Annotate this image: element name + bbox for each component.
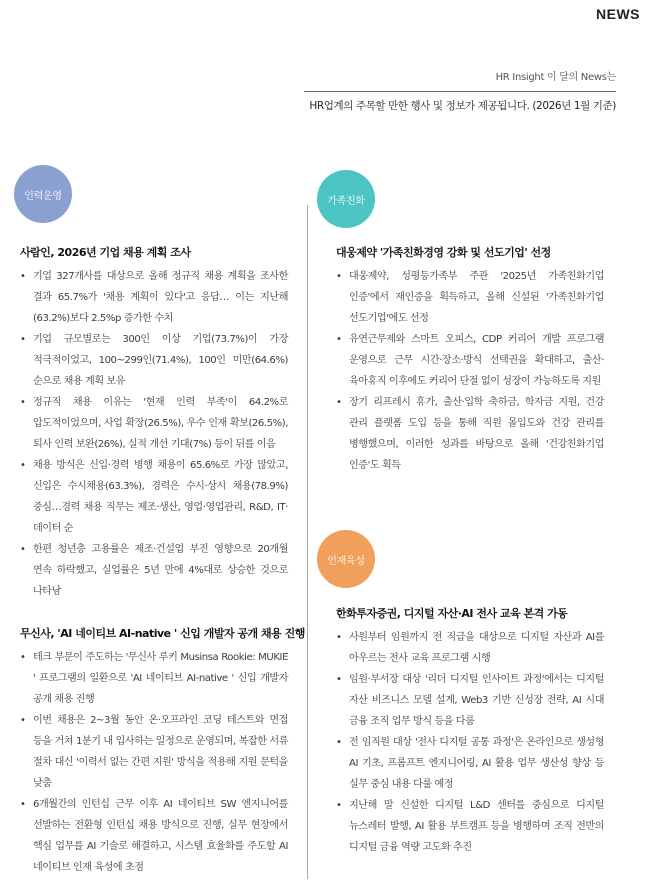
list-item: • 기업 규모별로는 300인 이상 기업(73.7%)이 가장 적극적이었고, 100~299인(71.4%), 100인 미만(64.6%) 순으로 채용 계획 보유 <box>20 329 288 392</box>
article-saramin <box>20 244 288 602</box>
intro-divider <box>304 91 616 92</box>
article-musinsa <box>20 625 305 878</box>
category-badge-talent: 인재육성 <box>317 530 375 588</box>
list-item: • 채용 방식은 신입·경력 병행 채용이 65.6%로 가장 많았고, 신입은 수시채용(63.3%), 경력은 수시·상시 채용(78.9%) 중심…경력 채용 직무는 제조·생산, 영업·영업관리, R&D, IT·데이터 순 <box>20 455 288 539</box>
category-badge-family: 가족친화 <box>317 170 375 228</box>
article-daewoong <box>336 244 604 476</box>
bullet-list <box>336 266 604 476</box>
list-item: • 장기 리프레시 휴가, 출산·입학 축하금, 학자금 지원, 건강 관리 플랫폼 도입 등을 통해 직원 몰입도와 건강 관리를 병행했으며, 이러한 성과를 바탕으로 올해 '건강친화기업 인증'도 획득 <box>336 392 604 476</box>
list-item: • 사원부터 임원까지 전 직급을 대상으로 디지털 자산과 AI를 아우르는 전사 교육 프로그램 시행 <box>336 627 604 669</box>
list-item: • 임원·부서장 대상 '리더 디지털 인사이트 과정'에서는 디지털 자산 비즈니스 모델 설계, Web3 기반 신성장 전략, AI 시대 금융 조직 업무 방식 등을 다룸 <box>336 669 604 732</box>
list-item: • 지난해 말 신설한 디지털 L&D 센터를 중심으로 디지털 뉴스레터 발행, AI 활용 부트캠프 등을 병행하며 조직 전반의 디지털 금융 역량 고도화 추진 <box>336 795 604 858</box>
column-divider <box>307 205 308 879</box>
intro-line-1: HR Insight 이 달의 News는 <box>495 72 616 83</box>
list-item: • 기업 327개사를 대상으로 올해 정규직 채용 계획을 조사한 결과 65.7%가 '채용 계획이 있다'고 응답… 이는 지난해(63.2%)보다 2.5%p 증가한 수치 <box>20 266 288 329</box>
intro <box>304 68 616 113</box>
section-label: NEWS <box>596 6 640 22</box>
list-item: • 이번 채용은 2~3월 동안 온·오프라인 코딩 테스트와 면접 등을 거쳐 1분기 내 입사하는 일정으로 운영되며, 복잡한 서류 절차 대신 '이력서 없는 간편 지원' 방식을 적용해 지원 문턱을 낮춤 <box>20 710 288 794</box>
list-item: • 유연근무제와 스마트 오피스, CDP 커리어 개발 프로그램 운영으로 근무 시간·장소·방식 선택권을 확대하고, 출산·육아휴직 이후에도 커리어 단절 없이 성장이 가능하도록 지원 <box>336 329 604 392</box>
list-item: • 한편 청년층 고용률은 제조·건설업 부진 영향으로 20개월 연속 하락했고, 실업률은 5년 만에 4%대로 상승한 것으로 나타남 <box>20 539 288 602</box>
article-title: 무신사, 'AI 네이티브 AI-native ' 신입 개발자 공개 채용 진행 <box>20 627 305 640</box>
bullet-list <box>336 627 604 858</box>
list-item: • 대웅제약, 성평등가족부 주관 '2025년 가족친화기업 인증'에서 재인증을 획득하고, 올해 신설된 '가족친화기업 선도기업'에도 선정 <box>336 266 604 329</box>
article-title: 한화투자증권, 디지털 자산·AI 전사 교육 본격 가동 <box>336 607 568 620</box>
list-item: • 전 임직원 대상 '전사 디지털 공통 과정'은 온라인으로 생성형 AI 기초, 프롬프트 엔지니어링, AI 활용 업무 생산성 향상 등 실무 중심 내용 다룰 예정 <box>336 732 604 795</box>
article-title: 대웅제약 '가족친화경영 강화 및 선도기업' 선정 <box>336 246 551 259</box>
category-badge-workforce: 인력운영 <box>14 165 72 223</box>
list-item: • 테크 부문이 주도하는 '무신사 루키 Musinsa Rookie: MUKIE ' 프로그램의 일환으로 'AI 네이티브 AI-native ' 신입 개발자 공개 채용 진행 <box>20 647 288 710</box>
intro-line-2: HR업계의 주목할 만한 행사 및 정보가 제공됩니다. (2026년 1월 기준) <box>309 100 616 112</box>
list-item: • 정규직 채용 이유는 '현재 인력 부족'이 64.2%로 압도적이었으며, 사업 확장(26.5%), 우수 인재 확보(26.5%), 퇴사 인력 보완(26%), 실적 개선 기대(7%) 등이 뒤를 이음 <box>20 392 288 455</box>
bullet-list <box>20 647 288 878</box>
bullet-list <box>20 266 288 602</box>
article-hanwha <box>336 605 604 858</box>
list-item: • 6개월간의 인턴십 근무 이후 AI 네이티브 SW 엔지니어를 선발하는 전환형 인턴십 채용 방식으로 진행, 실무 현장에서 핵심 업무를 AI 기술로 해결하고, 시스템 효율화를 주도할 AI 네이티브 인재 육성에 초점 <box>20 794 288 878</box>
article-title: 사람인, 2026년 기업 채용 계획 조사 <box>20 246 191 259</box>
